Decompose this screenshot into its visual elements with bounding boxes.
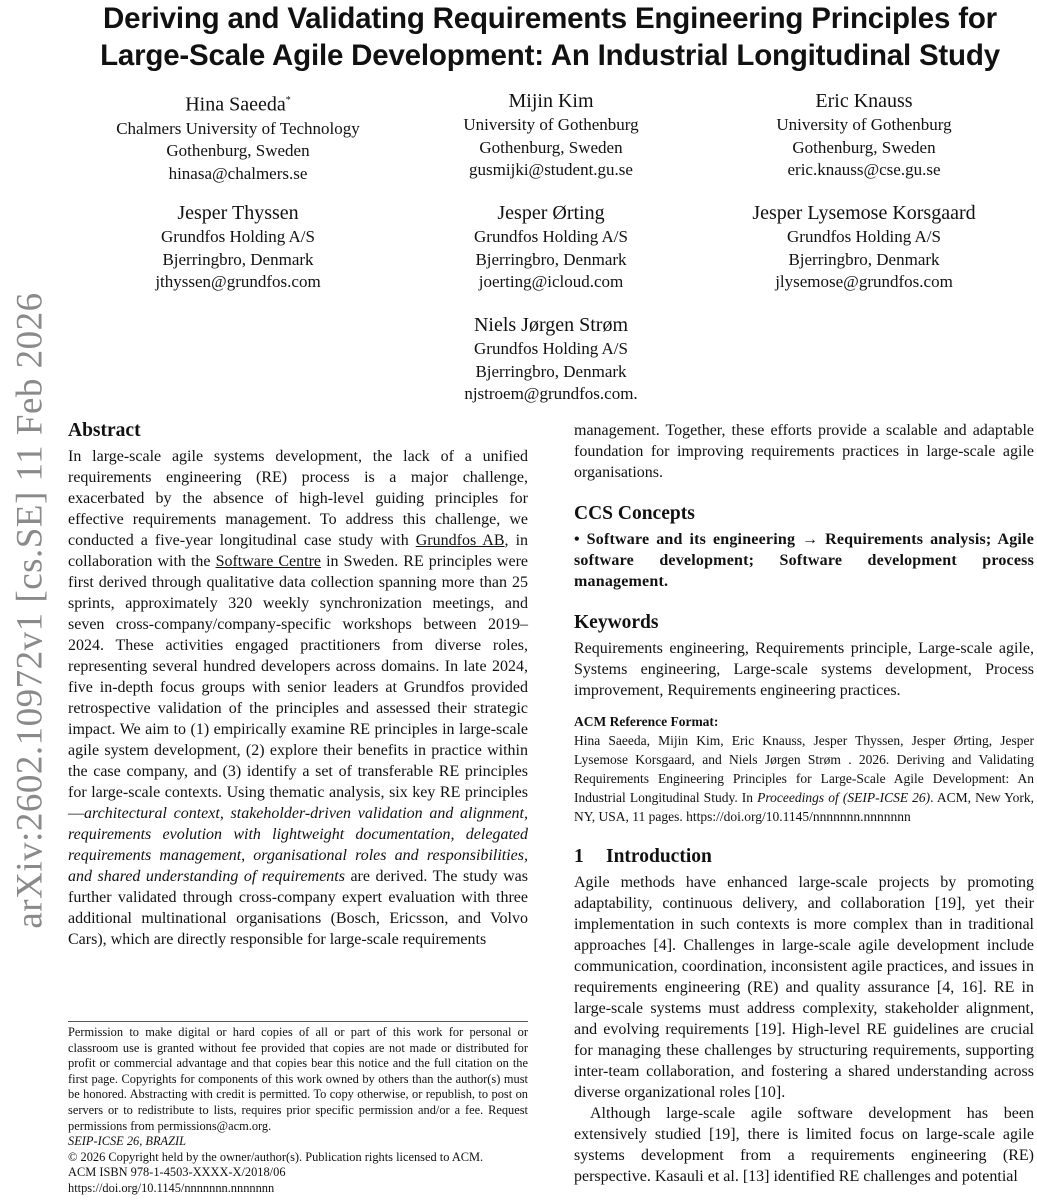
paper-title: [60, 0, 1037, 74]
author-location: Bjerringbro, Denmark: [162, 249, 314, 269]
acm-reference-text: Hina Saeeda, Mijin Kim, Eric Knauss, Jesper Thyssen, Jesper Ørting, Jesper Lysemose Korsgaard, and Niels Jørgen Strøm . 2026. Deriving and Validating Requirements Engineering Principles for Large-Scale Agile Development: An Industrial Longitudinal Study. In Proceedings of (SEIP-ICSE 26). ACM, New York, NY, USA, 11 pages. https://doi.org/10.1145/nnnnnnn.nnnnnnn: [574, 733, 1035, 824]
footnote-divider: [68, 1021, 528, 1022]
author-affiliation: University of Gothenburg: [463, 115, 639, 134]
grundfos-link[interactable]: Grundfos AB: [415, 532, 505, 549]
ccs-concepts: • Software and its engineering → Requirements analysis; Agile software development; Software development process management.: [574, 531, 1034, 590]
left-column: [68, 418, 528, 950]
author-name: Jesper Thyssen: [177, 202, 299, 224]
keywords-text: Requirements engineering, Requirements principle, Large-scale agile, Systems engineering, Large-scale systems development, Process improvement, Requirements engineering practices.: [574, 640, 1034, 699]
introduction-paragraph: Agile methods have enhanced large-scale projects by promoting adaptability, continuous delivery, and collaboration [19], yet their implementation in such contexts is more complex than in traditional approaches [4]. Challenges in large-scale agile development include communication, coordination, inconsistent agile practices, and issues in requirements engineering (RE) and quality assurance [4, 16]. RE in large-scale systems must address complexity, stakeholder alignment, and evolving requirements [19]. High-level RE guidelines are crucial for managing these challenges by structuring requirements, supporting inter-team collaboration, and fostering a shared understanding across diverse organizational roles [10].: [574, 874, 1034, 1101]
author-email: joerting@icloud.com: [478, 272, 624, 291]
author-location: Gothenburg, Sweden: [166, 141, 310, 161]
copyright-line: © 2026 Copyright held by the owner/author(s). Publication rights licensed to ACM.: [68, 1149, 484, 1164]
venue: SEIP-ICSE 26, BRAZIL: [68, 1134, 187, 1149]
abstract-heading: Abstract: [68, 420, 141, 441]
author-email: gusmijki@student.gu.se: [469, 160, 633, 179]
arxiv-identifier: [0, 260, 60, 960]
author-name: Mijin Kim: [508, 90, 594, 112]
title-line-2: Large-Scale Agile Development: An Industrial Longitudinal Study: [100, 39, 1000, 72]
author-email: hinasa@chalmers.se: [168, 163, 308, 183]
copyright-footnote: [68, 1025, 528, 1197]
introduction-heading: 1 Introduction: [574, 846, 712, 867]
keywords-heading: Keywords: [574, 612, 659, 633]
author-email: eric.knauss@cse.gu.se: [787, 160, 941, 179]
author-name: Eric Knauss: [815, 90, 913, 112]
title-line-1: Deriving and Validating Requirements Engineering Principles for: [103, 2, 997, 35]
abstract-text: In large-scale agile systems development, the lack of a unified requirements engineering (RE) process is a major challenge, exacerbated by the absence of high-level guiding principles for effective requirements management. To address this challenge, we conducted a five-year longitudinal case study with Grundfos AB, in collaboration with the Software Centre in Sweden. RE principles were first derived through qualitative data collection spanning more than 25 sprints, approximately 320 weekly synchronization meetings, and seven cross-company/company-specific workshops between 2019–2024. These activities engaged practitioners from diverse roles, representing several hundred developers across domains. In late 2024, five in-depth focus groups with senior leaders at Grundfos provided retrospective validation of the principles and assessed their strategic impact. We aim to (1) empirically examine RE principles in large-scale agile system development, (2) explore their benefits in practice within the case company, and (3) identify a set of transferable RE principles for large-scale contexts. Using thematic analysis, six key RE principles—architectural context, stakeholder-driven validation and alignment, requirements evolution with lightweight documentation, delegated requirements management, organisational roles and responsibilities, and shared understanding of requirements are derived. The study was further validated through cross-company expert evaluation with three additional multinational organisations (Bosch, Ericsson, and Volvo Cars), which are directly responsible for large-scale requirements: [68, 448, 529, 948]
author-name: Jesper Ørting: [497, 202, 605, 224]
arxiv-stamp-text: arXiv:2602.10972v1 [cs.SE] 11 Feb 2026: [9, 291, 51, 929]
author-block: [401, 88, 701, 182]
author-email: jthyssen@grundfos.com: [155, 272, 321, 291]
author-email: jlysemose@grundfos.com: [775, 272, 953, 291]
author-location: Bjerringbro, Denmark: [475, 361, 627, 381]
ccs-heading: CCS Concepts: [574, 503, 695, 524]
author-affiliation: Grundfos Holding A/S: [474, 227, 628, 246]
author-name: Hina Saeeda*: [185, 93, 291, 116]
permission-notice: Permission to make digital or hard copies of all or part of this work for personal or classroom use is granted without fee provided that copies are not made or distributed for profit or commercial advantage and that copies bear this notice and the full citation on the first page. Copyrights for components of this work owned by others than the author(s) must be honored. Abstracting with credit is permitted. To copy otherwise, or republish, to post on servers or to redistribute to lists, requires prior specific permission and/or a fee. Request permissions from permissions@acm.org.: [68, 1025, 528, 1133]
author-name: Niels Jørgen Strøm: [473, 314, 629, 336]
author-block: [401, 312, 701, 406]
author-location: Gothenburg, Sweden: [792, 137, 936, 157]
author-name: Jesper Lysemose Korsgaard: [752, 202, 976, 224]
author-affiliation: Chalmers University of Technology: [116, 118, 360, 138]
introduction-paragraph: Although large-scale agile software development has been extensively studied [19], there is limited focus on large-scale agile systems development from a requirements engineering (RE) perspective. Kasauli et al. [13] identified RE challenges and potential: [574, 1105, 1034, 1185]
author-email: njstroem@grundfos.com.: [464, 384, 638, 403]
doi-link[interactable]: https://doi.org/10.1145/nnnnnnn.nnnnnnn: [68, 1180, 275, 1195]
author-affiliation: Grundfos Holding A/S: [161, 227, 315, 246]
abstract-continued: management. Together, these efforts provide a scalable and adaptable foundation for improving requirements practices in large-scale agile organisations.: [574, 422, 1034, 481]
author-location: Gothenburg, Sweden: [479, 137, 623, 157]
author-block: [88, 88, 388, 185]
author-affiliation: Grundfos Holding A/S: [787, 227, 941, 246]
software-centre-link[interactable]: Software Centre: [215, 553, 322, 570]
author-affiliation: University of Gothenburg: [776, 115, 952, 134]
acm-reference-heading: ACM Reference Format:: [574, 714, 719, 729]
right-column: [574, 420, 1034, 1187]
isbn: ACM ISBN 978-1-4503-XXXX-X/2018/06: [68, 1165, 286, 1180]
footnote-mark: *: [285, 95, 291, 106]
principles-list: architectural context, stakeholder-driven validation and alignment, requirements evolution with lightweight documentation, delegated requirements management, organisational roles and responsibilities, and shared understanding of requirements: [68, 805, 528, 885]
author-block: [714, 200, 1014, 294]
author-location: Bjerringbro, Denmark: [475, 249, 627, 269]
author-location: Bjerringbro, Denmark: [788, 249, 940, 269]
author-block: [401, 200, 701, 294]
author-block: [88, 200, 388, 294]
author-block: [714, 88, 1014, 182]
author-affiliation: Grundfos Holding A/S: [474, 339, 628, 358]
